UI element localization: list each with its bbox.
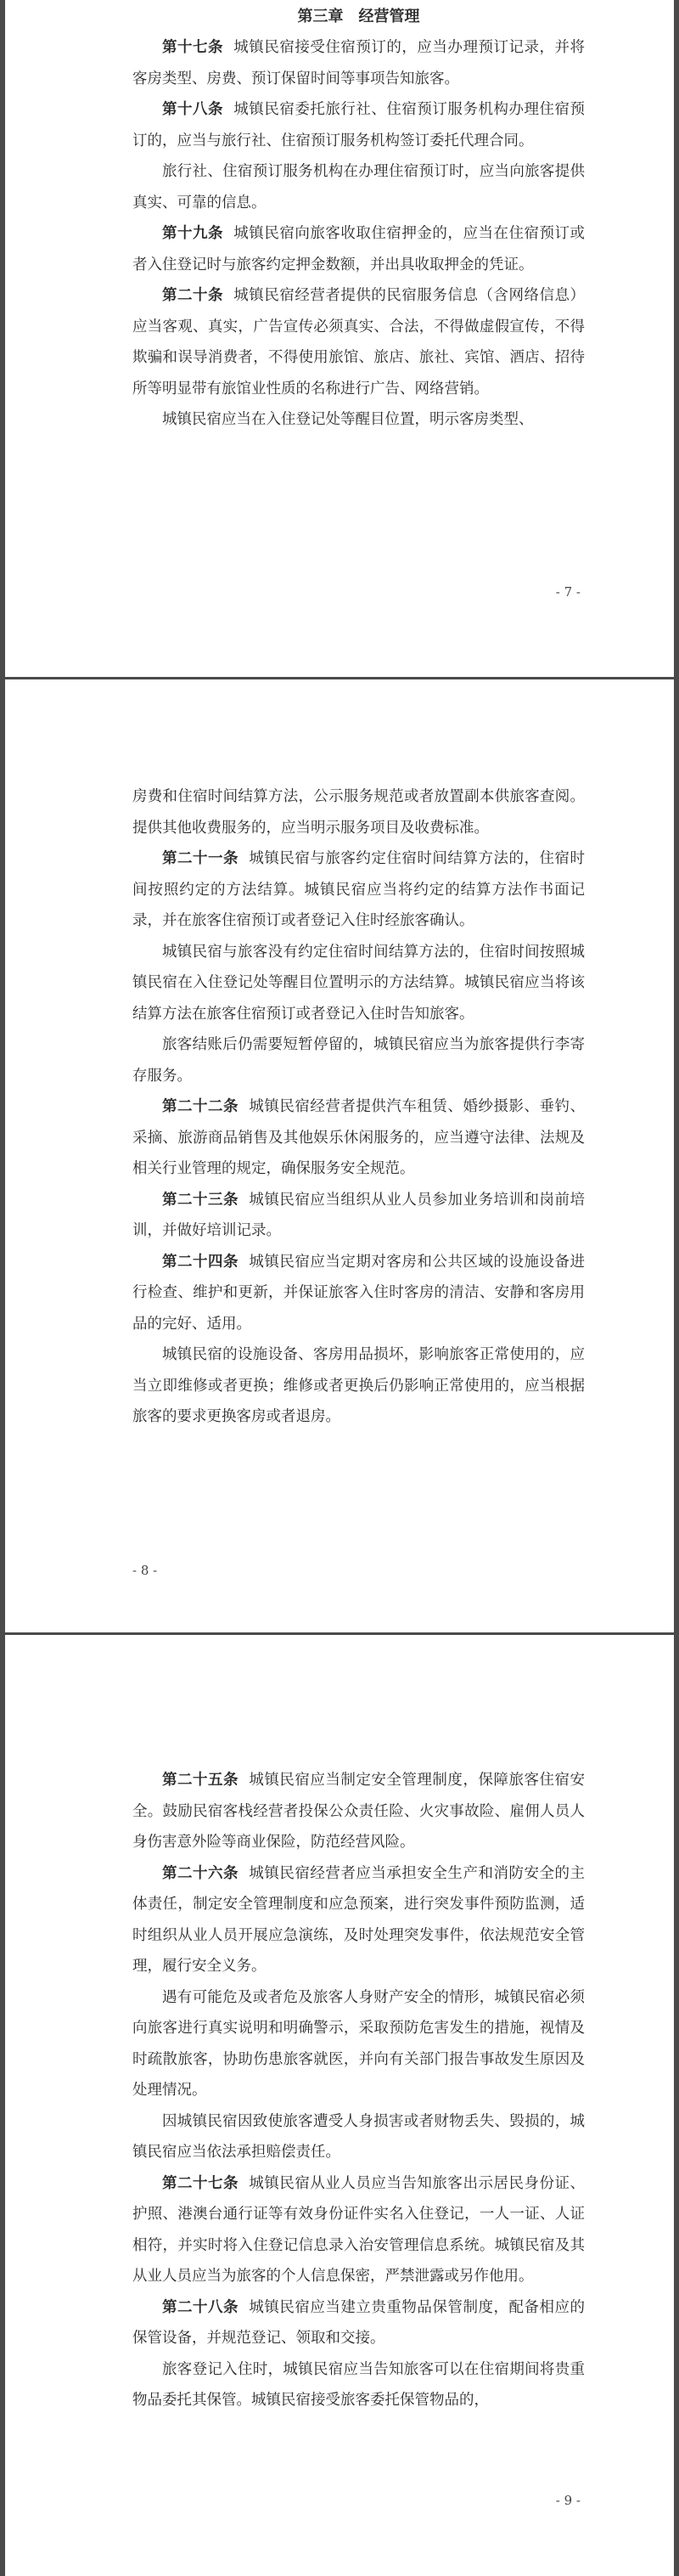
paragraph-text: 遇有可能危及或者危及旅客人身财产安全的情形，城镇民宿必须向旅客进行真实说明和明确警示，采取预防危害发生的措施，视情及时疏散旅客，协助伤患旅客就医，并向有关部门报告事故发生原因及处理情况。	[132, 1988, 585, 2099]
paragraph	[132, 1029, 585, 1091]
paragraph	[132, 280, 585, 404]
paragraph-text: 旅行社、住宿预订服务机构在办理住宿预订时，应当向旅客提供真实、可靠的信息。	[132, 163, 585, 211]
paragraph-text: 因城镇民宿因致使旅客遭受人身损害或者财物丢失、毁损的，城镇民宿应当依法承担赔偿责任。	[132, 2112, 585, 2161]
paragraph	[132, 843, 585, 937]
paragraph	[132, 937, 585, 1030]
article-number: 第二十五条	[162, 1772, 239, 1789]
paragraph	[132, 94, 585, 156]
paragraph-text: 房费和住宿时间结算方法，公示服务规范或者放置副本供旅客查阅。提供其他收费服务的，应当明示服务项目及收费标准。	[132, 788, 585, 837]
page-number: - 8 -	[132, 1563, 158, 1578]
page-content	[5, 781, 674, 1433]
paragraph	[132, 404, 585, 436]
paragraph-text: 城镇民宿的设施设备、客房用品损坏，影响旅客正常使用的，应当立即维修或者更换；维修或者更换后仍影响正常使用的，应当根据旅客的要求更换客房或者退房。	[132, 1346, 585, 1425]
paragraph-text: 城镇民宿与旅客没有约定住宿时间结算方法的，住宿时间按照城镇民宿在入住登记处等醒目位置明示的方法结算。城镇民宿应当将该结算方法在旅客住宿预订或者登记入住时告知旅客。	[132, 943, 585, 1023]
paragraph-continuation	[132, 781, 585, 843]
paragraph	[132, 1247, 585, 1340]
paragraph-text: 城镇民宿应当建立贵重物品保管制度，配备相应的保管设备，并规范登记、领取和交接。	[132, 2298, 586, 2347]
paragraph-text: 城镇民宿委托旅行社、住宿预订服务机构办理住宿预订的，应当与旅行社、住宿预订服务机构签订委托代理合同。	[132, 101, 586, 149]
paragraph	[132, 218, 585, 280]
article-number: 第二十四条	[162, 1253, 239, 1271]
paragraph-text: 旅客登记入住时，城镇民宿应当告知旅客可以在住宿期间将贵重物品委托其保管。城镇民宿接受旅客委托保管物品的，	[132, 2360, 585, 2409]
page-content	[5, 1765, 674, 2416]
paragraph-text: 城镇民宿应当制定安全管理制度，保障旅客住宿安全。鼓励民宿客栈经营者投保公众责任险、火灾事故险、雇佣人员人身伤害意外险等商业保险，防范经营风险。	[132, 1772, 586, 1851]
paragraph	[132, 1858, 585, 1982]
article-number: 第十八条	[162, 101, 224, 118]
document-page	[5, 679, 674, 1632]
document-page	[5, 1635, 674, 2576]
page-content	[5, 2, 674, 436]
paragraph-text: 城镇民宿应当组织从业人员参加业务培训和岗前培训，并做好培训记录。	[132, 1191, 586, 1239]
paragraph	[132, 1091, 585, 1185]
paragraph	[132, 2354, 585, 2416]
paragraph-text: 城镇民宿从业人员应当告知旅客出示居民身份证、护照、港澳台通行证等有效身份证件实名入住登记，一人一证、人证相符，并实时将入住登记信息录入治安管理信息系统。城镇民宿及其从业人员应当为旅客的个人信息保密，严禁泄露或另作他用。	[132, 2174, 586, 2285]
document-page	[5, 0, 674, 677]
article-number: 第十九条	[162, 225, 224, 242]
paragraph-text: 城镇民宿经营者提供的民宿服务信息（含网络信息）应当客观、真实，广告宣传必须真实、合法，不得做虚假宣传，不得欺骗和误导消费者，不得使用旅馆、旅店、旅社、宾馆、酒店、招待所等明显带有旅馆业性质的名称进行广告、网络营销。	[132, 287, 586, 397]
paragraph	[132, 1982, 585, 2106]
paragraph-text: 城镇民宿接受住宿预订的，应当办理预订记录，并将客房类型、房费、预订保留时间等事项告知旅客。	[132, 39, 586, 87]
paragraph	[132, 156, 585, 218]
article-number: 第二十一条	[162, 850, 239, 867]
article-number: 第二十二条	[162, 1098, 239, 1115]
paragraph	[132, 1765, 585, 1858]
page-number: - 7 -	[555, 584, 581, 600]
article-number: 第十七条	[162, 39, 224, 56]
paragraph	[132, 2106, 585, 2168]
paragraph-text: 城镇民宿经营者提供汽车租赁、婚纱摄影、垂钓、采摘、旅游商品销售及其他娱乐休闲服务的，应当遵守法律、法规及相关行业管理的规定，确保服务安全规范。	[132, 1098, 586, 1177]
paragraph	[132, 2168, 585, 2292]
paragraph	[132, 2292, 585, 2354]
chapter-title: 第三章 经营管理	[297, 8, 420, 25]
page-number: - 9 -	[555, 2493, 581, 2508]
paragraph-text: 城镇民宿应当在入住登记处等醒目位置，明示客房类型、	[162, 411, 534, 428]
article-number: 第二十条	[162, 287, 224, 304]
paragraph-text: 城镇民宿向旅客收取住宿押金的，应当在住宿预订或者入住登记时与旅客约定押金数额，并出具收取押金的凭证。	[132, 225, 586, 273]
paragraph	[132, 32, 585, 94]
article-number: 第二十六条	[162, 1864, 239, 1882]
paragraph	[132, 1185, 585, 1247]
article-number: 第二十八条	[162, 2298, 239, 2316]
paragraph-text: 城镇民宿经营者应当承担安全生产和消防安全的主体责任，制定安全管理制度和应急预案，进行突发事件预防监测，适时组织从业人员开展应急演练，及时处理突发事件，依法规范安全管理，履行安全义务。	[132, 1864, 586, 1975]
paragraph-text: 城镇民宿与旅客约定住宿时间结算方法的，住宿时间按照约定的方法结算。城镇民宿应当将约定的结算方法作书面记录，并在旅客住宿预订或者登记入住时经旅客确认。	[132, 850, 586, 929]
paragraph-text: 旅客结账后仍需要短暂停留的，城镇民宿应当为旅客提供行李寄存服务。	[132, 1036, 585, 1085]
paragraph	[132, 1339, 585, 1433]
article-number: 第二十七条	[162, 2174, 239, 2192]
paragraph-text: 城镇民宿应当定期对客房和公共区域的设施设备进行检查、维护和更新，并保证旅客入住时客房的清洁、安静和客房用品的完好、适用。	[132, 1253, 586, 1333]
article-number: 第二十三条	[162, 1191, 239, 1209]
